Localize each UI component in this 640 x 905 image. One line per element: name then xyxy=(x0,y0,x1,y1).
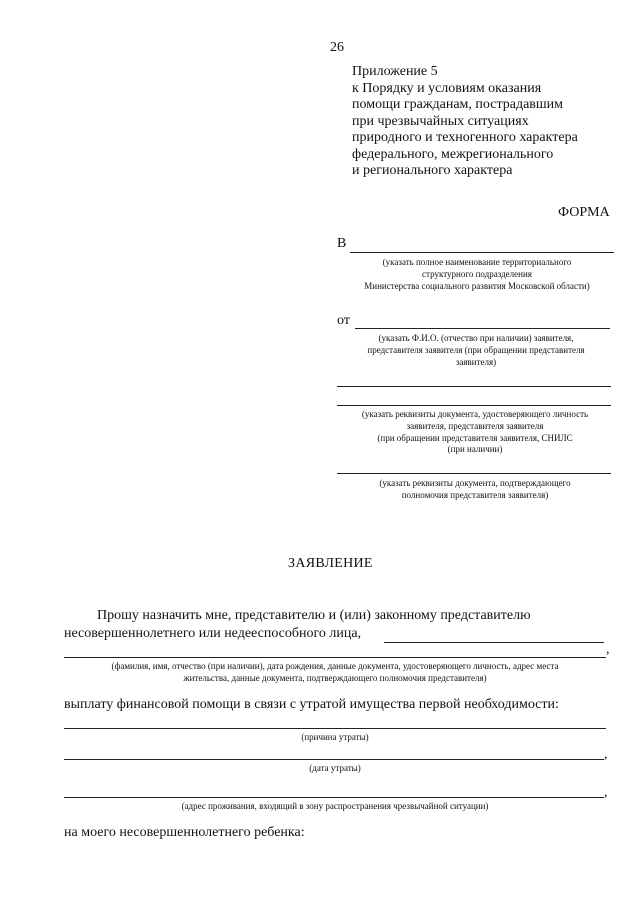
caption-line: (при наличии) xyxy=(447,444,503,455)
address-field-line[interactable] xyxy=(64,797,604,798)
document-title: ЗАЯВЛЕНИЕ xyxy=(288,556,373,571)
caption-line: заявителя, представителя заявителя xyxy=(406,420,544,431)
comma: , xyxy=(604,785,608,800)
caption-line: Министерства социального развития Московской области) xyxy=(364,280,590,291)
address-caption: (адрес проживания, входящий в зону распространения чрезвычайной ситуации) xyxy=(181,801,489,811)
caption-line: полномочия представителя заявителя) xyxy=(401,489,549,500)
caption-line: (указать реквизиты документа, удостоверяющего личность xyxy=(361,409,589,419)
caption-line: представителя заявителя (при обращении представителя xyxy=(367,344,585,355)
caption-line: заявителя) xyxy=(455,356,497,367)
id-doc-field-line[interactable] xyxy=(337,386,611,387)
page-number: 26 xyxy=(330,40,344,55)
loss-reason-field-line[interactable] xyxy=(64,728,606,729)
person-field-line[interactable] xyxy=(384,642,604,643)
to-caption xyxy=(338,257,616,292)
person-field-line-2[interactable] xyxy=(64,657,606,658)
from-caption xyxy=(336,333,616,368)
appendix-line: помощи гражданам, пострадавшим xyxy=(352,97,564,112)
appendix-line: Приложение 5 xyxy=(352,64,438,79)
caption-line: структурного подразделения xyxy=(422,268,532,279)
to-field-line[interactable] xyxy=(350,252,614,253)
loss-reason-caption: (причина утраты) xyxy=(301,732,369,742)
caption-line: (указать полное наименование территориального xyxy=(382,257,572,267)
comma: , xyxy=(604,747,608,762)
caption-line: (при обращении представителя заявителя, СНИЛС xyxy=(377,432,573,443)
caption-line: жительства, данные документа, подтверждающего полномочия представителя) xyxy=(183,672,487,683)
child-text: на моего несовершеннолетнего ребенка: xyxy=(64,825,305,840)
comma: , xyxy=(606,642,610,657)
appendix-line: природного и техногенного характера xyxy=(352,130,578,145)
appendix-line: при чрезвычайных ситуациях xyxy=(352,113,529,129)
caption-line: (указать Ф.И.О. (отчество при наличии) заявителя, xyxy=(378,333,574,343)
loss-date-caption: (дата утраты) xyxy=(309,763,361,773)
person-caption xyxy=(60,661,610,685)
appendix-line: федерального, межрегионального xyxy=(352,146,554,162)
appendix-line: к Порядку и условиям оказания xyxy=(352,80,542,96)
request-line-2: несовершеннолетнего или недееспособного лица, xyxy=(64,626,362,641)
appendix-header xyxy=(352,64,578,180)
loss-date-field-line[interactable] xyxy=(64,759,604,760)
from-prefix: от xyxy=(337,313,350,328)
id-doc-field-line-2[interactable] xyxy=(337,405,611,406)
from-field-line[interactable] xyxy=(355,328,610,329)
caption-line: (фамилия, имя, отчество (при наличии), дата рождения, данные документа, удостоверяющего личность, адрес места xyxy=(111,661,559,671)
caption-line: (указать реквизиты документа, подтверждающего xyxy=(379,478,571,488)
form-label: ФОРМА xyxy=(558,205,610,220)
to-prefix: В xyxy=(337,236,347,251)
authority-doc-caption xyxy=(334,478,616,502)
request-line-1: Прошу назначить мне, представителю и (или) законному представителю xyxy=(97,608,531,623)
payment-text: выплату финансовой помощи в связи с утратой имущества первой необходимости: xyxy=(64,697,559,712)
authority-doc-field-line[interactable] xyxy=(337,473,611,474)
id-doc-caption xyxy=(334,409,616,456)
appendix-line: и регионального характера xyxy=(352,163,513,178)
